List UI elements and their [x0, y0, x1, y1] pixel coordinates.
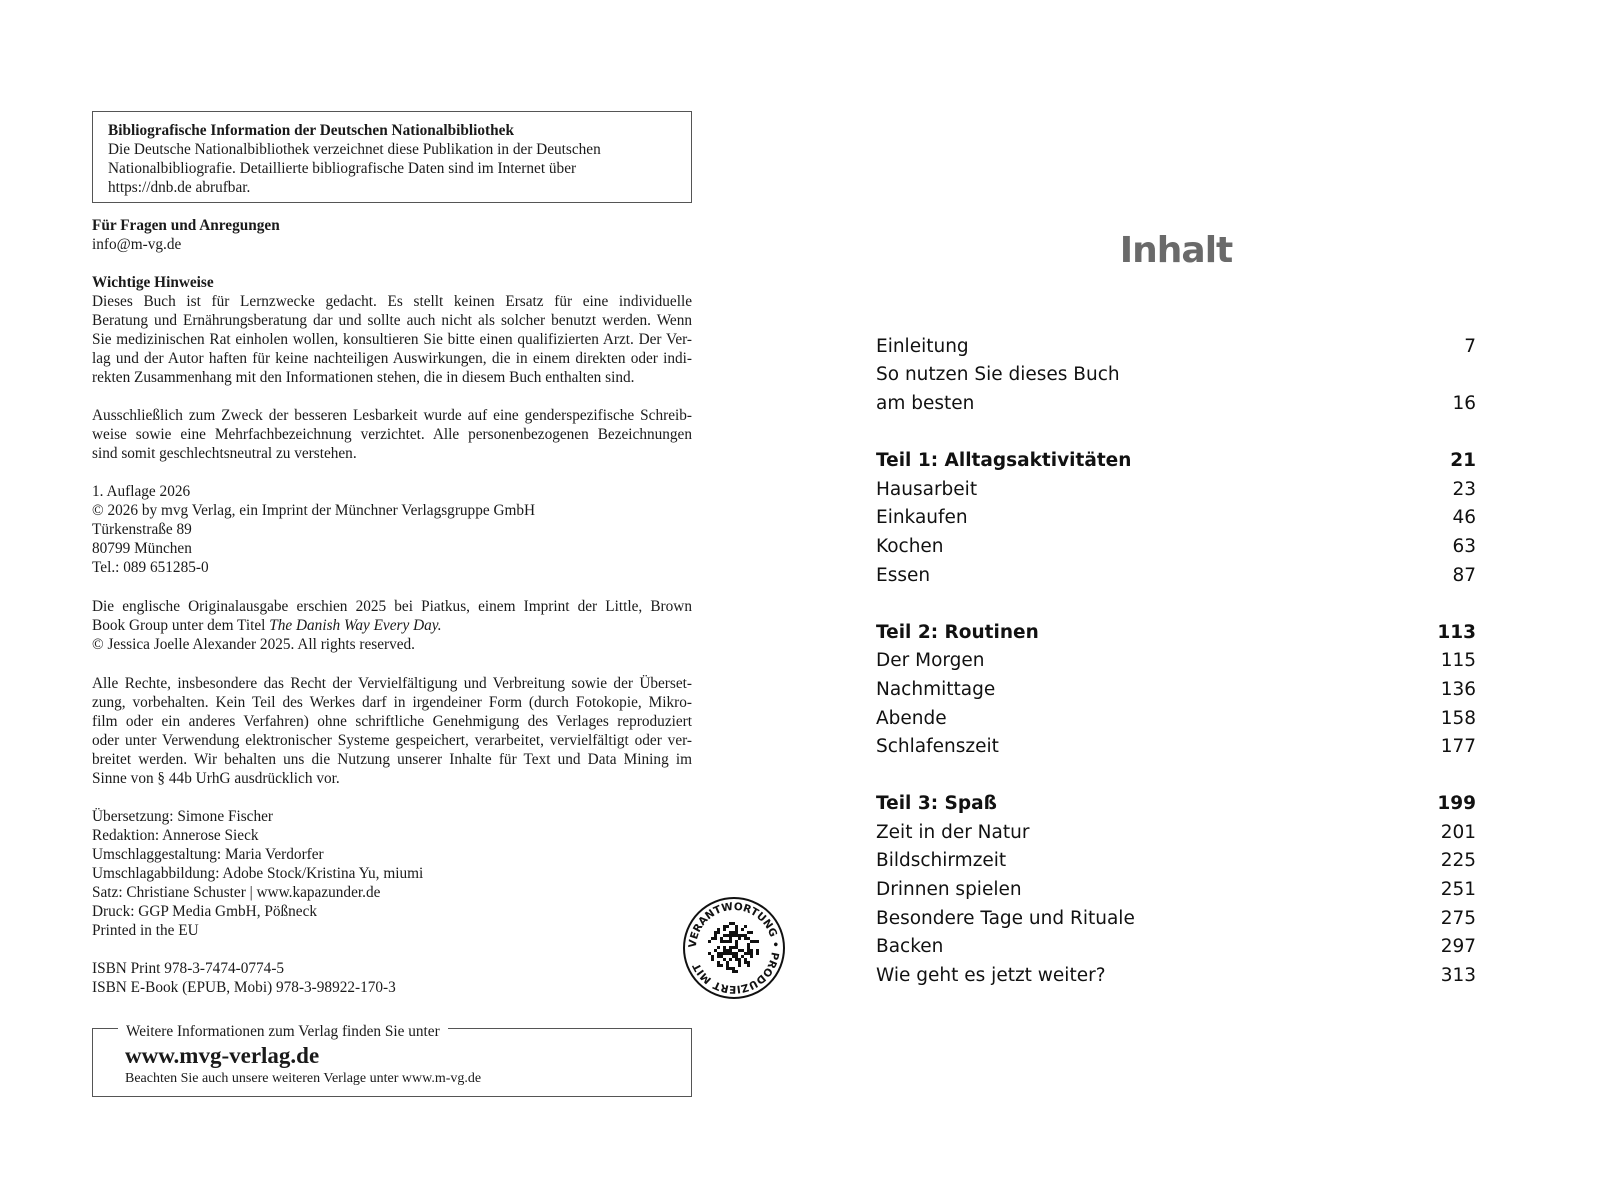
toc-entry-label: Essen — [876, 564, 931, 586]
toc-entry-page: 115 — [1440, 650, 1476, 672]
toc-entry[interactable] — [876, 875, 1476, 904]
toc-entry[interactable] — [876, 647, 1476, 676]
text-line: https://dnb.de abrufbar. — [108, 179, 251, 196]
text-line: zung, vorbehalten. Kein Teil des Werkes darf in irgendeiner Form (durch Fotokopie, Mikro- — [92, 694, 692, 711]
toc-entry-label: Einkaufen — [876, 507, 968, 529]
toc-entry-page: 136 — [1440, 678, 1476, 700]
contact-heading: Für Fragen und Anregungen — [92, 217, 280, 234]
toc-entry-page: 297 — [1440, 936, 1476, 958]
text-line: Umschlagabbildung: Adobe Stock/Kristina Yu, miumi — [92, 865, 424, 882]
responsibility-stamp-qr — [682, 896, 786, 1000]
toc-entry-label: am besten — [876, 392, 975, 414]
text-line: Die englische Originalausgabe erschien 2025 bei Piatkus, einem Imprint der Little, Brown — [92, 598, 692, 615]
text-line: © Jessica Joelle Alexander 2025. All rights reserved. — [92, 636, 416, 653]
toc-entry[interactable] — [876, 932, 1476, 961]
toc-entry-label: Drinnen spielen — [876, 879, 1022, 901]
text-line: weise sowie eine Mehrfachbezeichnung verzichtet. Alle personenbezogenen Bezeichnungen — [92, 426, 692, 443]
publisher-note: Beachten Sie auch unsere weiteren Verlage unter www.m-vg.de — [125, 1071, 482, 1086]
toc-entry-label: Teil 1: Alltagsaktivitäten — [876, 450, 1132, 472]
toc-entry[interactable] — [876, 361, 1476, 390]
toc-entry[interactable] — [876, 475, 1476, 504]
toc-entry-page: 21 — [1450, 450, 1476, 472]
text-line: Umschlaggestaltung: Maria Verdorfer — [92, 846, 324, 863]
text-line: ISBN E-Book (EPUB, Mobi) 978-3-98922-170-3 — [92, 979, 396, 996]
toc-entry-label: Abende — [876, 707, 947, 729]
text-line: © 2026 by mvg Verlag, ein Imprint der Münchner Verlagsgruppe GmbH — [92, 502, 536, 519]
toc-entry[interactable] — [876, 704, 1476, 733]
toc-entry[interactable] — [876, 389, 1476, 418]
toc-entry-label: Einleitung — [876, 335, 969, 357]
toc-entry[interactable] — [876, 561, 1476, 590]
stamp-text: VERANTWORTUNG • PRODUZIERT MIT — [686, 900, 782, 996]
toc-entry-page: 158 — [1440, 707, 1476, 729]
toc-entry-label: Der Morgen — [876, 650, 985, 672]
toc-entry-page: 87 — [1452, 564, 1476, 586]
text-line: Die Deutsche Nationalbibliothek verzeichnet diese Publikation in der Deutschen — [108, 141, 601, 158]
toc-entry-label: Nachmittage — [876, 678, 996, 700]
text-line: Redaktion: Annerose Sieck — [92, 827, 259, 844]
text-line: Ausschließlich zum Zweck der besseren Lesbarkeit wurde auf eine genderspezifische Schreib- — [92, 407, 692, 424]
toc-entry[interactable] — [876, 732, 1476, 761]
toc-entry-page: 7 — [1464, 335, 1476, 357]
toc-entry-page: 63 — [1452, 535, 1476, 557]
publisher-info-label: Weitere Informationen zum Verlag finden Sie unter — [126, 1023, 440, 1040]
text-line: Druck: GGP Media GmbH, Pößneck — [92, 903, 318, 920]
text-line: Alle Rechte, insbesondere das Recht der Vervielfältigung und Verbreitung sowie der Überset- — [92, 675, 692, 692]
text-line: Sie medizinischen Rat einholen wollen, konsultieren Sie bitte einen qualifizierten Arzt. Der Ver- — [92, 331, 692, 348]
toc-entry-page: 313 — [1440, 964, 1476, 986]
original-title: The Danish Way Every Day. — [269, 617, 442, 634]
toc-entry-label: So nutzen Sie dieses Buch — [876, 364, 1120, 386]
toc-entry-label: Wie geht es jetzt weiter? — [876, 964, 1106, 986]
bib-heading: Bibliografische Information der Deutschen Nationalbibliothek — [108, 122, 514, 139]
text-line: ISBN Print 978-3-7474-0774-5 — [92, 960, 285, 977]
toc-entry[interactable] — [876, 675, 1476, 704]
text-line: Sinne von § 44b UrhG ausdrücklich vor. — [92, 770, 340, 787]
toc-entry[interactable] — [876, 532, 1476, 561]
text-line: Tel.: 089 651285-0 — [92, 559, 209, 576]
text-line: sind somit geschlechtsneutral zu verstehen. — [92, 445, 357, 462]
toc-entry-page: 113 — [1437, 621, 1476, 643]
toc-entry-label: Zeit in der Natur — [876, 821, 1030, 843]
toc-entry[interactable] — [876, 504, 1476, 533]
toc-entry-page: 199 — [1437, 793, 1476, 815]
toc-entry-label: Backen — [876, 936, 944, 958]
text-line: breitet werden. Wir behalten uns die Nutzung unserer Inhalte für Text und Data Mining im — [92, 751, 692, 768]
text-line: oder unter Verwendung elektronischer Systeme gespeichert, verarbeitet, vervielfältigt oder ver- — [92, 732, 692, 749]
toc-entry[interactable] — [876, 332, 1476, 361]
toc-entry-page: 16 — [1452, 392, 1476, 414]
toc-part-heading[interactable] — [876, 618, 1476, 647]
notes-heading: Wichtige Hinweise — [92, 274, 214, 291]
toc-entry-page: 177 — [1440, 736, 1476, 758]
text-line: Book Group unter dem Titel — [92, 617, 270, 634]
toc-entry-label: Schlafenszeit — [876, 736, 999, 758]
text-line: Übersetzung: Simone Fischer — [92, 808, 273, 825]
toc-entry-label: Bildschirmzeit — [876, 850, 1007, 872]
toc-entry-label: Kochen — [876, 535, 944, 557]
toc-entry-page: 23 — [1452, 478, 1476, 500]
toc-entry-page: 251 — [1440, 879, 1476, 901]
toc-entry-label: Besondere Tage und Rituale — [876, 907, 1135, 929]
toc-entry-page: 201 — [1440, 821, 1476, 843]
toc-list — [876, 332, 1476, 990]
text-line: Satz: Christiane Schuster | www.kapazunder.de — [92, 884, 381, 901]
toc-entry-label: Hausarbeit — [876, 478, 978, 500]
original-edition-note — [92, 597, 692, 654]
toc-entry-page: 275 — [1440, 907, 1476, 929]
toc-entry-label: Teil 3: Spaß — [876, 793, 997, 815]
text-line: Beratung und Ernährungsberatung dar und sollte auch nicht als solcher benutzt werden. Wenn — [92, 312, 692, 329]
toc-part-heading[interactable] — [876, 446, 1476, 475]
toc-part-heading[interactable] — [876, 790, 1476, 819]
publisher-url[interactable]: www.mvg-verlag.de — [125, 1043, 320, 1068]
toc-entry-label: Teil 2: Routinen — [876, 621, 1039, 643]
text-line: Türkenstraße 89 — [92, 521, 192, 538]
toc-entry[interactable] — [876, 847, 1476, 876]
toc-entry[interactable] — [876, 818, 1476, 847]
toc-title: Inhalt — [1119, 230, 1233, 271]
text-line: 80799 München — [92, 540, 192, 557]
text-line: Printed in the EU — [92, 922, 199, 939]
toc-spacer — [876, 761, 1476, 790]
text-line: rekten Zusammenhang mit den Informationen stehen, die in diesem Buch enthalten sind. — [92, 369, 635, 386]
text-line: Dieses Buch ist für Lernzwecke gedacht. Es stellt keinen Ersatz für eine individuelle — [92, 293, 692, 310]
text-line: film oder ein anderes Verfahren) ohne schriftliche Genehmigung des Verlages reproduziert — [92, 713, 692, 730]
toc-spacer — [876, 589, 1476, 618]
contact-email[interactable]: info@m-vg.de — [92, 236, 182, 253]
text-line: Nationalbibliografie. Detaillierte bibliografische Daten sind im Internet über — [108, 160, 577, 177]
text-line: 1. Auflage 2026 — [92, 483, 191, 500]
toc-spacer — [876, 418, 1476, 447]
toc-entry[interactable] — [876, 904, 1476, 933]
toc-entry-page: 225 — [1440, 850, 1476, 872]
toc-entry[interactable] — [876, 961, 1476, 990]
toc-entry-page: 46 — [1452, 507, 1476, 529]
text-line: lag und der Autor haften für keine nachteiligen Auswirkungen, die in einem direkten oder indi- — [92, 350, 692, 367]
